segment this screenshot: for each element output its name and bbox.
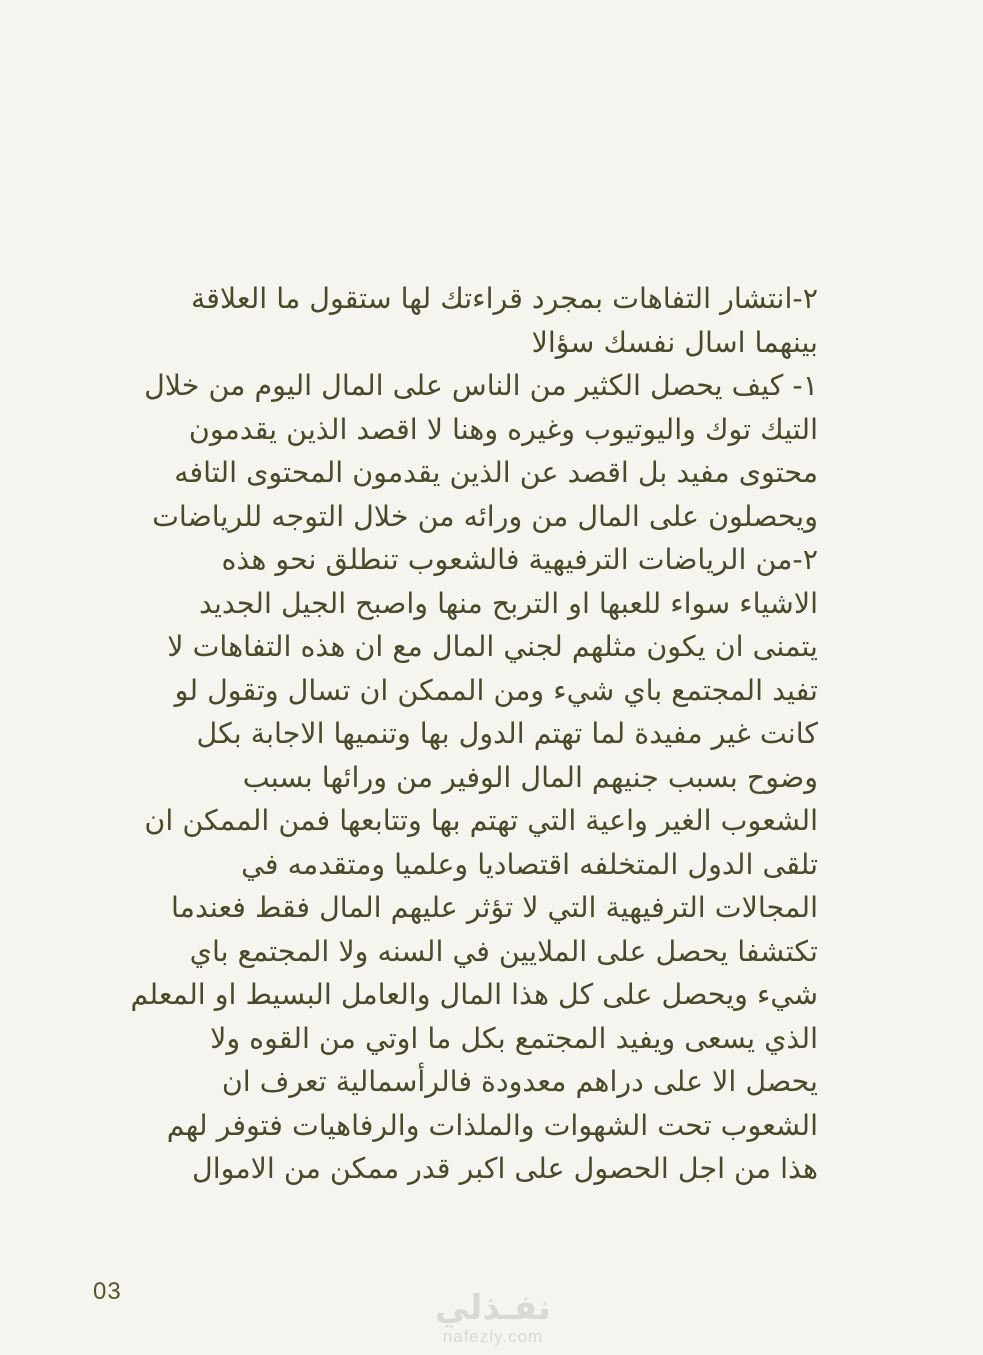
text-line: تلقى الدول المتخلفه اقتصاديا وعلميا ومتقدمه في — [241, 847, 818, 881]
text-line: محتوى مفيد بل اقصد عن الذين يقدمون المحتوى التافه — [174, 456, 818, 489]
page-number: 03 — [93, 1278, 122, 1305]
text-line: التيك توك واليوتيوب وغيره وهنا لا اقصد الذين يقدمون — [188, 412, 818, 446]
text-line: كانت غير مفيدة لما تهتم الدول بها وتنميها الاجابة بكل — [196, 717, 818, 750]
text-line: الاشياء سواء للعبها او التربح منها واصبح الجيل الجديد — [199, 586, 818, 620]
text-line: هذا من اجل الحصول على اكبر قدر ممكن من الاموال — [192, 1152, 818, 1185]
text-line: يتمنى ان يكون مثلهم لجني المال مع ان هذه التفاهات لا — [167, 630, 818, 663]
text-line: المجالات الترفيهية التي لا تؤثر عليهم المال فقط فعندما — [171, 891, 818, 924]
watermark-logo — [428, 1288, 558, 1346]
text-line: ويحصلون على المال من ورائه من خلال التوجه للرياضات — [152, 499, 818, 533]
text-line: تفيد المجتمع باي شيء ومن الممكن ان تسال وتقول لو — [174, 673, 818, 707]
text-line: بينهما اسال نفسك سؤالا — [531, 325, 818, 359]
body-text — [110, 277, 818, 1191]
watermark-url: nafezly.com — [442, 1327, 544, 1346]
text-line: ١- كيف يحصل الكثير من الناس على المال اليوم من خلال — [144, 369, 818, 402]
text-line: ٢-انتشار التفاهات بمجرد قراءتك لها ستقول ما العلاقة — [190, 282, 818, 315]
text-line: يحصل الا على دراهم معدودة فالرأسمالية تعرف ان — [221, 1065, 818, 1098]
text-line: شيء ويحصل على كل هذا المال والعامل البسيط او المعلم — [130, 978, 818, 1011]
text-line: الشعوب الغير واعية التي تهتم بها وتتابعها فمن الممكن ان — [144, 804, 818, 837]
watermark-logo-text: نفـذلي — [435, 1288, 551, 1328]
text-line: الشعوب تحت الشهوات والملذات والرفاهيات فتوفر لهم — [166, 1108, 818, 1142]
text-line: تكتشفا يحصل على الملايين في السنه ولا المجتمع باي — [189, 934, 818, 968]
text-line: ٢-من الرياضات الترفيهية فالشعوب تنطلق نحو هذه — [221, 543, 818, 576]
text-line: الذي يسعى ويفيد المجتمع بكل ما اوتي من القوه ولا — [210, 1021, 818, 1055]
text-line: وضوح بسبب جنيهم المال الوفير من ورائها بسبب — [242, 760, 818, 794]
